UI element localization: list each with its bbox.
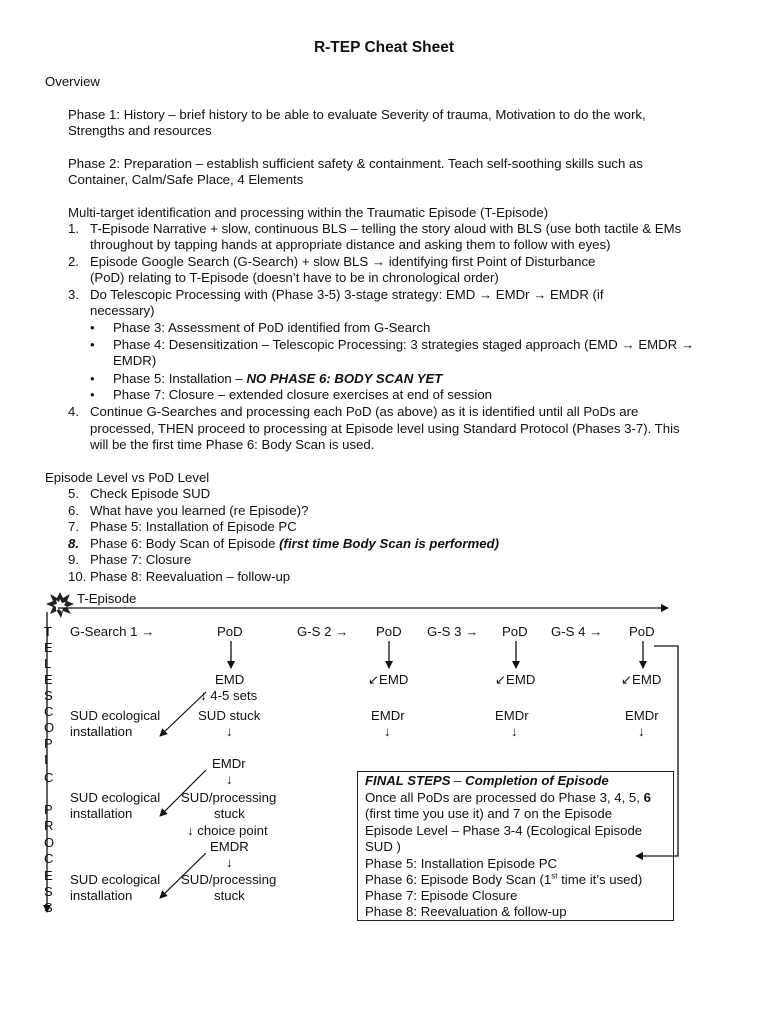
episode-item: Phase 8: Reevaluation – follow-up bbox=[90, 569, 291, 584]
final-steps-line: Phase 7: Episode Closure bbox=[365, 888, 518, 903]
stuck-label: stuck bbox=[214, 806, 245, 821]
emd-label: ↙EMD bbox=[495, 672, 536, 687]
phase-6-number: 6 bbox=[643, 790, 651, 805]
pod-label: PoD bbox=[217, 624, 243, 639]
final-steps-line: Phase 5: Installation Episode PC bbox=[365, 856, 558, 871]
telescopic-letter: R bbox=[44, 818, 54, 833]
telescopic-letter: O bbox=[44, 720, 55, 735]
emd-label: ↙EMD bbox=[621, 672, 662, 687]
emdr-small-label: EMDr bbox=[371, 708, 405, 723]
bullet-phase4-line1: Phase 4: Desensitization – Telescopic Processing: 3 strategies staged approach (EMD → EMDR → bbox=[113, 337, 695, 352]
step-2-line2: (PoD) relating to T-Episode (doesn’t have to be in chronological order) bbox=[90, 270, 499, 285]
episode-item: What have you learned (re Episode)? bbox=[90, 503, 309, 518]
pod-label: PoD bbox=[502, 624, 528, 639]
final-steps-line bbox=[365, 790, 651, 806]
choice-point-label: ↓ choice point bbox=[187, 823, 268, 838]
phase1-line2: Strengths and resources bbox=[68, 123, 212, 138]
pod-label: PoD bbox=[629, 624, 655, 639]
episode-item: Phase 7: Closure bbox=[90, 552, 192, 567]
phase2-line1: Phase 2: Preparation – establish sufficient safety & containment. Teach self-soothing skills such as bbox=[68, 156, 643, 171]
stuck-label: stuck bbox=[214, 888, 245, 903]
step-3-num: 3. bbox=[68, 287, 79, 302]
sets-label: ↓ 4-5 sets bbox=[200, 688, 258, 703]
telescopic-letter: I bbox=[44, 752, 48, 767]
final-steps-text: time it’s used) bbox=[557, 872, 643, 887]
down-arrow: ↓ bbox=[638, 724, 645, 739]
installation-label: installation bbox=[70, 888, 133, 903]
bullet-dot: • bbox=[90, 320, 95, 335]
explosion-icon bbox=[46, 592, 74, 618]
g-search-label: G-Search 1 → bbox=[70, 624, 155, 639]
first-body-scan-note: (first time Body Scan is performed) bbox=[279, 536, 499, 551]
final-steps-line bbox=[365, 872, 642, 888]
telescopic-letter: E bbox=[44, 640, 53, 655]
multi-target-heading: Multi-target identification and processing within the Traumatic Episode (T-Episode) bbox=[68, 205, 549, 220]
telescopic-letter: L bbox=[44, 656, 52, 671]
page-title: R-TEP Cheat Sheet bbox=[313, 39, 455, 56]
final-steps-line: Episode Level – Phase 3-4 (Ecological Episode bbox=[365, 823, 643, 838]
episode-item-num: 10. bbox=[68, 569, 87, 584]
sud-processing-label: SUD/processing bbox=[181, 790, 277, 805]
g-search-label: G-S 4 → bbox=[551, 624, 603, 639]
t-episode-label: T-Episode bbox=[77, 591, 137, 606]
step-4-line2: processed, THEN proceed to processing at Episode level using Standard Protocol (Phases 3-7). This bbox=[90, 421, 680, 436]
episode-item-num: 9. bbox=[68, 552, 79, 567]
bullet-phase3: Phase 3: Assessment of PoD identified from G-Search bbox=[113, 320, 431, 335]
phase2-line2: Container, Calm/Safe Place, 4 Elements bbox=[68, 172, 304, 187]
sud-processing-label: SUD/processing bbox=[181, 872, 277, 887]
final-steps-text: Phase 6: Episode Body Scan (1 bbox=[365, 872, 552, 887]
telescopic-letter: C bbox=[44, 851, 54, 866]
step-1-line1: T-Episode Narrative + slow, continuous BLS – telling the story aloud with BLS (use both tactile & EMs bbox=[90, 221, 682, 236]
telescopic-letter: T bbox=[44, 624, 52, 639]
bullet-dot: • bbox=[90, 337, 95, 352]
bullet-phase5-text: Phase 5: Installation – bbox=[113, 371, 247, 386]
emdr-small-label: EMDr bbox=[212, 756, 246, 771]
final-steps-heading bbox=[365, 773, 609, 789]
telescopic-letter: S bbox=[44, 900, 53, 915]
step-1-line2: throughout by tapping hands at appropriate distance and asking them to follow with eyes) bbox=[90, 237, 611, 252]
telescopic-letter: C bbox=[44, 704, 54, 719]
episode-item: Check Episode SUD bbox=[90, 486, 211, 501]
final-steps-line: SUD ) bbox=[365, 839, 401, 854]
bullet-dot: • bbox=[90, 387, 95, 402]
down-arrow: ↓ bbox=[511, 724, 518, 739]
episode-item-num: 7. bbox=[68, 519, 79, 534]
step-3-line1: Do Telescopic Processing with (Phase 3-5) 3-stage strategy: EMD → EMDr → EMDR (if bbox=[90, 287, 604, 302]
emd-label: ↙EMD bbox=[368, 672, 409, 687]
telescopic-letter: S bbox=[44, 884, 53, 899]
telescopic-letter: C bbox=[44, 770, 54, 785]
episode-item-num: 6. bbox=[68, 503, 79, 518]
emd-label: EMD bbox=[215, 672, 245, 687]
episode-item: Phase 5: Installation of Episode PC bbox=[90, 519, 297, 534]
overview-heading: Overview bbox=[45, 74, 100, 89]
emdr-small-label: EMDr bbox=[625, 708, 659, 723]
superscript: st bbox=[551, 871, 558, 881]
final-steps-title: FINAL STEPS bbox=[365, 773, 451, 788]
step-4-line1: Continue G-Searches and processing each PoD (as above) as it is identified until all PoDs are bbox=[90, 404, 639, 419]
episode-level-heading: Episode Level vs PoD Level bbox=[45, 470, 210, 485]
telescopic-letter: O bbox=[44, 835, 55, 850]
g-search-label: G-S 2 → bbox=[297, 624, 349, 639]
bullet-phase7: Phase 7: Closure – extended closure exercises at end of session bbox=[113, 387, 492, 402]
episode-item-num: 8. bbox=[68, 536, 79, 551]
step-2-num: 2. bbox=[68, 254, 79, 269]
telescopic-letter: P bbox=[44, 802, 53, 817]
final-steps-line: Phase 8: Reevaluation & follow-up bbox=[365, 904, 567, 919]
step-4-num: 4. bbox=[68, 404, 79, 419]
bullet-dot: • bbox=[90, 371, 95, 386]
down-arrow: ↓ bbox=[384, 724, 391, 739]
telescopic-letter: E bbox=[44, 868, 53, 883]
final-steps-line: (first time you use it) and 7 on the Episode bbox=[365, 806, 613, 821]
emdr-caps-label: EMDR bbox=[210, 839, 249, 854]
installation-label: installation bbox=[70, 806, 133, 821]
completion-title: Completion of Episode bbox=[465, 773, 609, 788]
step-3-line2: necessary) bbox=[90, 303, 155, 318]
down-arrow: ↓ bbox=[226, 724, 233, 739]
step-1-num: 1. bbox=[68, 221, 79, 236]
step-4-line3: will be the first time Phase 6: Body Scan is used. bbox=[90, 437, 375, 452]
sud-ecological-label: SUD ecological bbox=[70, 790, 161, 805]
sud-ecological-label: SUD ecological bbox=[70, 708, 161, 723]
step-2-line1: Episode Google Search (G-Search) + slow BLS → identifying first Point of Disturbance bbox=[90, 254, 596, 269]
telescopic-letter: E bbox=[44, 672, 53, 687]
final-steps-dash: – bbox=[450, 773, 466, 788]
episode-item-text: Phase 6: Body Scan of Episode bbox=[90, 536, 280, 551]
g-search-label: G-S 3 → bbox=[427, 624, 479, 639]
phase1-line1: Phase 1: History – brief history to be able to evaluate Severity of trauma, Motivation to do the work, bbox=[68, 107, 646, 122]
pod-label: PoD bbox=[376, 624, 402, 639]
final-steps-text: Once all PoDs are processed do Phase 3, 4, 5, bbox=[365, 790, 644, 805]
installation-label: installation bbox=[70, 724, 133, 739]
emdr-small-label: EMDr bbox=[495, 708, 529, 723]
down-arrow: ↓ bbox=[226, 855, 233, 870]
telescopic-letter: P bbox=[44, 736, 53, 751]
episode-item-num: 5. bbox=[68, 486, 79, 501]
telescopic-letter: S bbox=[44, 688, 53, 703]
bullet-phase4-line2: EMDR) bbox=[113, 353, 157, 368]
sud-stuck-label: SUD stuck bbox=[198, 708, 261, 723]
down-arrow: ↓ bbox=[226, 772, 233, 787]
sud-ecological-label: SUD ecological bbox=[70, 872, 161, 887]
no-body-scan-note: NO PHASE 6: BODY SCAN YET bbox=[246, 371, 443, 386]
